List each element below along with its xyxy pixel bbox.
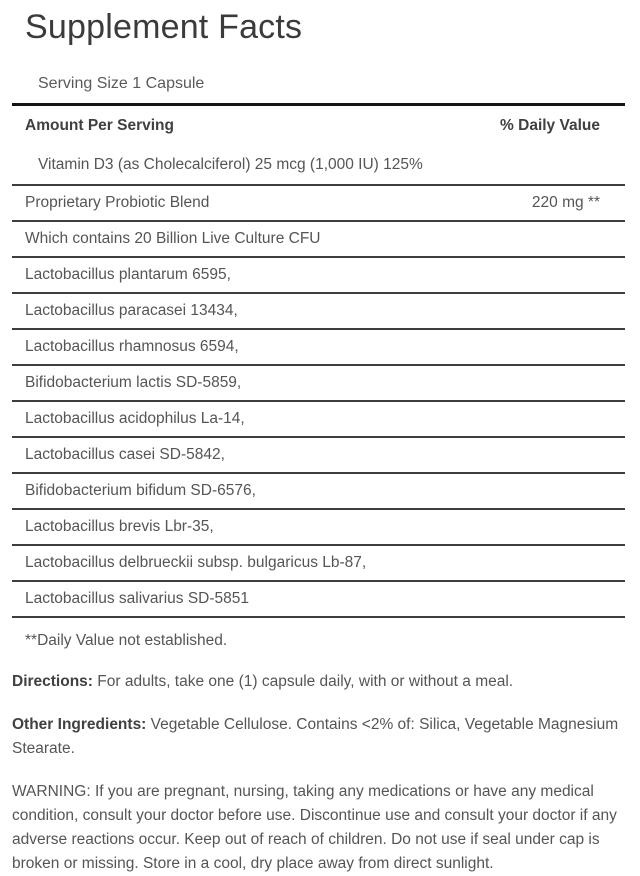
table-header-row xyxy=(0,106,640,147)
supplement-facts-label xyxy=(0,6,640,872)
strain-row xyxy=(0,438,640,472)
other-ingredients-paragraph xyxy=(12,713,620,761)
strain-row xyxy=(0,546,640,580)
strain-row xyxy=(0,582,640,616)
page-title: Supplement Facts xyxy=(25,8,303,46)
daily-value-header: % Daily Value xyxy=(500,117,600,134)
blend-contains-row xyxy=(0,222,640,256)
strain-row xyxy=(0,366,640,400)
strain-name: Lactobacillus casei SD-5842, xyxy=(25,446,225,463)
strain-name: Lactobacillus salivarius SD-5851 xyxy=(25,590,250,607)
directions-text: For adults, take one (1) capsule daily, with or without a meal. xyxy=(92,673,514,690)
strain-name: Lactobacillus paracasei 13434, xyxy=(25,302,238,319)
vitamin-d3-row xyxy=(0,147,640,184)
strain-name: Bifidobacterium lactis SD-5859, xyxy=(25,374,242,391)
strain-name: Lactobacillus brevis Lbr-35, xyxy=(25,518,214,535)
blend-amount: 220 mg ** xyxy=(531,194,600,211)
strain-name: Bifidobacterium bifidum SD-6576, xyxy=(25,482,256,499)
blend-contains-text: Which contains 20 Billion Live Culture CFU xyxy=(25,230,321,247)
strain-name: Lactobacillus delbrueckii subsp. bulgaricus Lb-87, xyxy=(25,554,367,571)
other-ingredients-lead: Other Ingredients: xyxy=(12,716,147,733)
blend-row xyxy=(0,186,640,220)
daily-value-footnote: **Daily Value not established. xyxy=(25,632,228,649)
strain-name: Lactobacillus acidophilus La-14, xyxy=(25,410,245,427)
strain-row xyxy=(0,294,640,328)
directions-lead: Directions: xyxy=(12,673,93,690)
strain-name: Lactobacillus rhamnosus 6594, xyxy=(25,338,239,355)
strain-row xyxy=(0,474,640,508)
directions-paragraph xyxy=(12,670,620,694)
strain-name: Lactobacillus plantarum 6595, xyxy=(25,266,231,283)
serving-size-text: Serving Size 1 Capsule xyxy=(38,75,205,92)
other-ingredients-text: Vegetable Cellulose. Contains <2% of: Silica, Vegetable Magnesium Stearate. xyxy=(12,716,619,757)
strain-row xyxy=(0,258,640,292)
blend-name: Proprietary Probiotic Blend xyxy=(25,194,210,211)
strain-row xyxy=(0,330,640,364)
strain-row xyxy=(0,402,640,436)
strain-row xyxy=(0,510,640,544)
amount-per-serving-header: Amount Per Serving xyxy=(25,117,174,134)
warning-paragraph: WARNING: If you are pregnant, nursing, taking any medications or have any medical condition, consult your doctor before use. Discontinue use and consult your doctor if any adverse reactions occur. Keep out of reach of children. Do not use if seal under cap is broken or missing. Store in a cool, dry place away from direct sunlight. xyxy=(12,783,617,872)
vitamin-d3-text: Vitamin D3 (as Cholecalciferol) 25 mcg (1,000 IU) 125% xyxy=(38,156,423,173)
